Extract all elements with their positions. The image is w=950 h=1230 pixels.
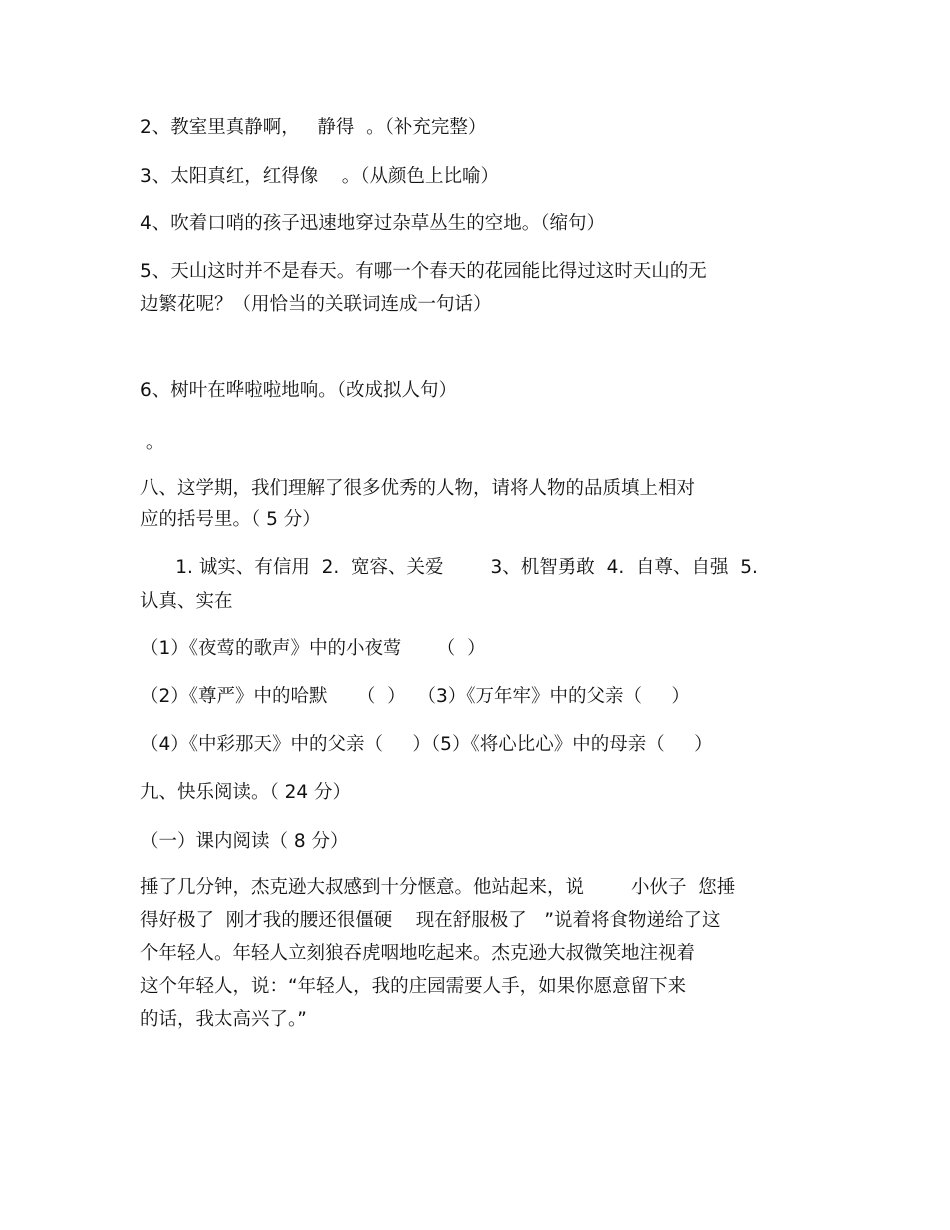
question-5-line-1: 5、天山这时并不是春天。有哪一个春天的花园能比得过这时天山的无 [140, 261, 707, 282]
question-4: 4、吹着口哨的孩子迅速地穿过杂草丛生的空地。（缩句） [140, 213, 606, 234]
question-2: 2、教室里真静啊， 静得 。（补充完整） [140, 117, 487, 138]
section-8-options-line-2: 认真、实在 [140, 591, 233, 612]
passage-line-4: 这个年轻人，说：“年轻人，我的庄园需要人手，如果你愿意留下来 [140, 976, 687, 997]
section-8-heading-line-2: 应的括号里。（ 5 分） [140, 509, 321, 530]
passage-line-3: 个年轻人。年轻人立刻狼吞虎咽地吃起来。杰克逊大叔微笑地注视着 [140, 943, 696, 964]
section-8-item-1: （1）《夜莺的歌声》中的小夜莺 （ ） [140, 638, 486, 659]
passage-line-2: 得好极了 刚才我的腰还很僵硬 现在舒服极了 ”说着将食物递给了这 [140, 910, 721, 931]
passage-line-1: 捶了几分钟，杰克逊大叔感到十分惬意。他站起来，说 小伙子 您捶 [140, 877, 736, 898]
section-8-heading-line-1: 八、这学期，我们理解了很多优秀的人物，请将人物的品质填上相对 [140, 478, 696, 499]
question-6-answer-line: 。 [140, 432, 165, 453]
question-3: 3、太阳真红，红得像 。（从颜色上比喻） [140, 166, 500, 187]
passage-line-5: 的话，我太高兴了。” [140, 1009, 307, 1030]
section-8-items-4-5: （4）《中彩那天》中的父亲（ ）（5）《将心比心》中的母亲（ ） [140, 734, 713, 755]
question-5-line-2: 边繁花呢？（用恰当的关联词连成一句话） [140, 294, 492, 315]
section-8-items-2-3: （2）《尊严》中的哈默 （ ） （3）《万年牢》中的父亲（ ） [140, 686, 690, 707]
section-9-subheading: （一）课内阅读（ 8 分） [140, 831, 349, 852]
section-9-heading: 九、快乐阅读。（ 24 分） [140, 782, 352, 803]
section-8-options-line-1: 1. 诚实、有信用 2. 宽容、关爱 3、机智勇敢 4. 自尊、自强 5. [140, 557, 758, 578]
question-6: 6、树叶在哗啦啦地响。（改成拟人句） [140, 380, 458, 401]
